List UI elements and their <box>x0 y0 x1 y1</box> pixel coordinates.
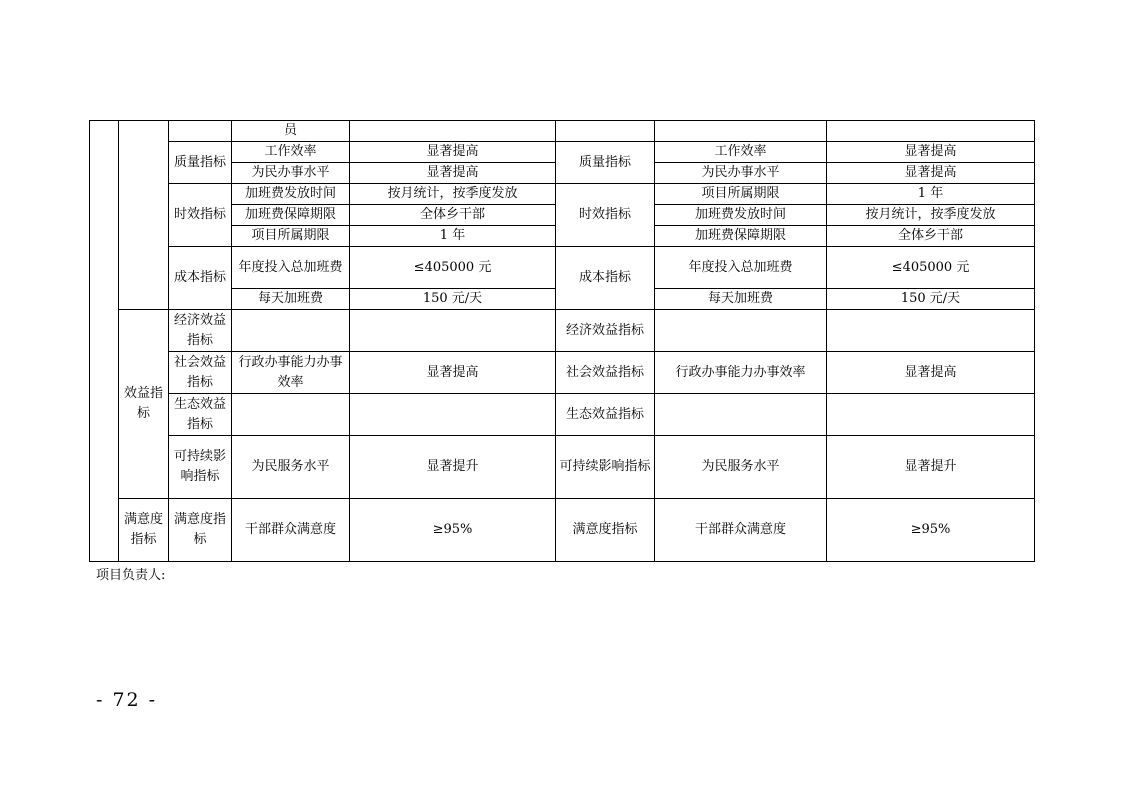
indicator-name: 加班费保障期限 <box>232 205 350 226</box>
table-row <box>90 352 1035 394</box>
table-cell <box>655 121 827 142</box>
category-label: 经济效益指标 <box>556 310 655 352</box>
indicator-name: 为民服务水平 <box>232 436 350 499</box>
category-label: 质量指标 <box>556 142 655 184</box>
indicator-name <box>655 310 827 352</box>
indicator-value <box>350 394 556 436</box>
category-label: 社会效益指标 <box>556 352 655 394</box>
indicator-value: 显著提高 <box>350 142 556 163</box>
indicator-value: 显著提升 <box>350 436 556 499</box>
indicator-value: 显著提高 <box>827 163 1035 184</box>
indicator-name: 为民服务水平 <box>655 436 827 499</box>
table-cell <box>169 121 232 142</box>
indicator-value: 显著提高 <box>350 352 556 394</box>
category-label: 时效指标 <box>556 184 655 247</box>
table-cell <box>556 121 655 142</box>
indicator-name: 项目所属期限 <box>655 184 827 205</box>
category-label: 社会效益指标 <box>169 352 232 394</box>
indicator-name: 项目所属期限 <box>232 226 350 247</box>
indicator-value: 显著提升 <box>827 436 1035 499</box>
indicator-name: 行政办事能力办事效率 <box>655 352 827 394</box>
indicator-name: 工作效率 <box>232 142 350 163</box>
category-label: 成本指标 <box>169 247 232 310</box>
indicator-value: 全体乡干部 <box>350 205 556 226</box>
indicator-value: 按月统计，按季度发放 <box>827 205 1035 226</box>
indicator-value: 150 元/天 <box>350 289 556 310</box>
indicator-name: 加班费发放时间 <box>655 205 827 226</box>
category-label: 可持续影响指标 <box>169 436 232 499</box>
table-row <box>90 310 1035 352</box>
table-row <box>90 499 1035 562</box>
indicator-value: 显著提高 <box>350 163 556 184</box>
table-row <box>90 184 1035 205</box>
indicator-value: 显著提高 <box>827 352 1035 394</box>
indicator-value: ≥95% <box>827 499 1035 562</box>
indicator-name <box>232 310 350 352</box>
indicator-value: 150 元/天 <box>827 289 1035 310</box>
table-row <box>90 247 1035 289</box>
indicator-name: 年度投入总加班费 <box>655 247 827 289</box>
indicator-value: ≤405000 元 <box>350 247 556 289</box>
category-label: 成本指标 <box>556 247 655 310</box>
benefit-group-label: 效益指标 <box>119 310 169 499</box>
category-label: 生态效益指标 <box>556 394 655 436</box>
indicator-value: 1 年 <box>827 184 1035 205</box>
project-responsible-label: 项目负责人: <box>96 568 166 583</box>
indicator-value <box>827 310 1035 352</box>
indicator-name: 行政办事能力办事效率 <box>232 352 350 394</box>
indicator-name: 工作效率 <box>655 142 827 163</box>
indicator-name <box>232 394 350 436</box>
output-group-cell <box>119 121 169 310</box>
indicator-name: 加班费发放时间 <box>232 184 350 205</box>
indicator-value: ≥95% <box>350 499 556 562</box>
indicator-name: 为民办事水平 <box>232 163 350 184</box>
indicator-name: 加班费保障期限 <box>655 226 827 247</box>
indicator-name: 为民办事水平 <box>655 163 827 184</box>
category-label: 质量指标 <box>169 142 232 184</box>
category-label: 满意度指标 <box>169 499 232 562</box>
category-label: 可持续影响指标 <box>556 436 655 499</box>
indicator-value <box>350 310 556 352</box>
indicator-name: 每天加班费 <box>655 289 827 310</box>
indicator-name: 干部群众满意度 <box>655 499 827 562</box>
satisfaction-group-label: 满意度指标 <box>119 499 169 562</box>
indicator-value: 显著提高 <box>827 142 1035 163</box>
outer-group-cell <box>90 121 119 562</box>
table-row <box>90 394 1035 436</box>
category-label: 时效指标 <box>169 184 232 247</box>
category-label: 生态效益指标 <box>169 394 232 436</box>
indicator-name: 每天加班费 <box>232 289 350 310</box>
indicator-value <box>827 394 1035 436</box>
indicator-value: 全体乡干部 <box>827 226 1035 247</box>
indicator-value: 1 年 <box>350 226 556 247</box>
indicator-name: 干部群众满意度 <box>232 499 350 562</box>
table-cell: 员 <box>232 121 350 142</box>
table-cell <box>350 121 556 142</box>
indicator-value: ≤405000 元 <box>827 247 1035 289</box>
category-label: 满意度指标 <box>556 499 655 562</box>
category-label: 经济效益指标 <box>169 310 232 352</box>
table-row <box>90 436 1035 499</box>
table-row <box>90 142 1035 163</box>
table-cell <box>827 121 1035 142</box>
page-number: - 72 - <box>96 689 158 711</box>
table-row <box>90 121 1035 142</box>
indicator-value: 按月统计，按季度发放 <box>350 184 556 205</box>
performance-indicator-table <box>89 120 1035 562</box>
indicator-name: 年度投入总加班费 <box>232 247 350 289</box>
indicator-name <box>655 394 827 436</box>
